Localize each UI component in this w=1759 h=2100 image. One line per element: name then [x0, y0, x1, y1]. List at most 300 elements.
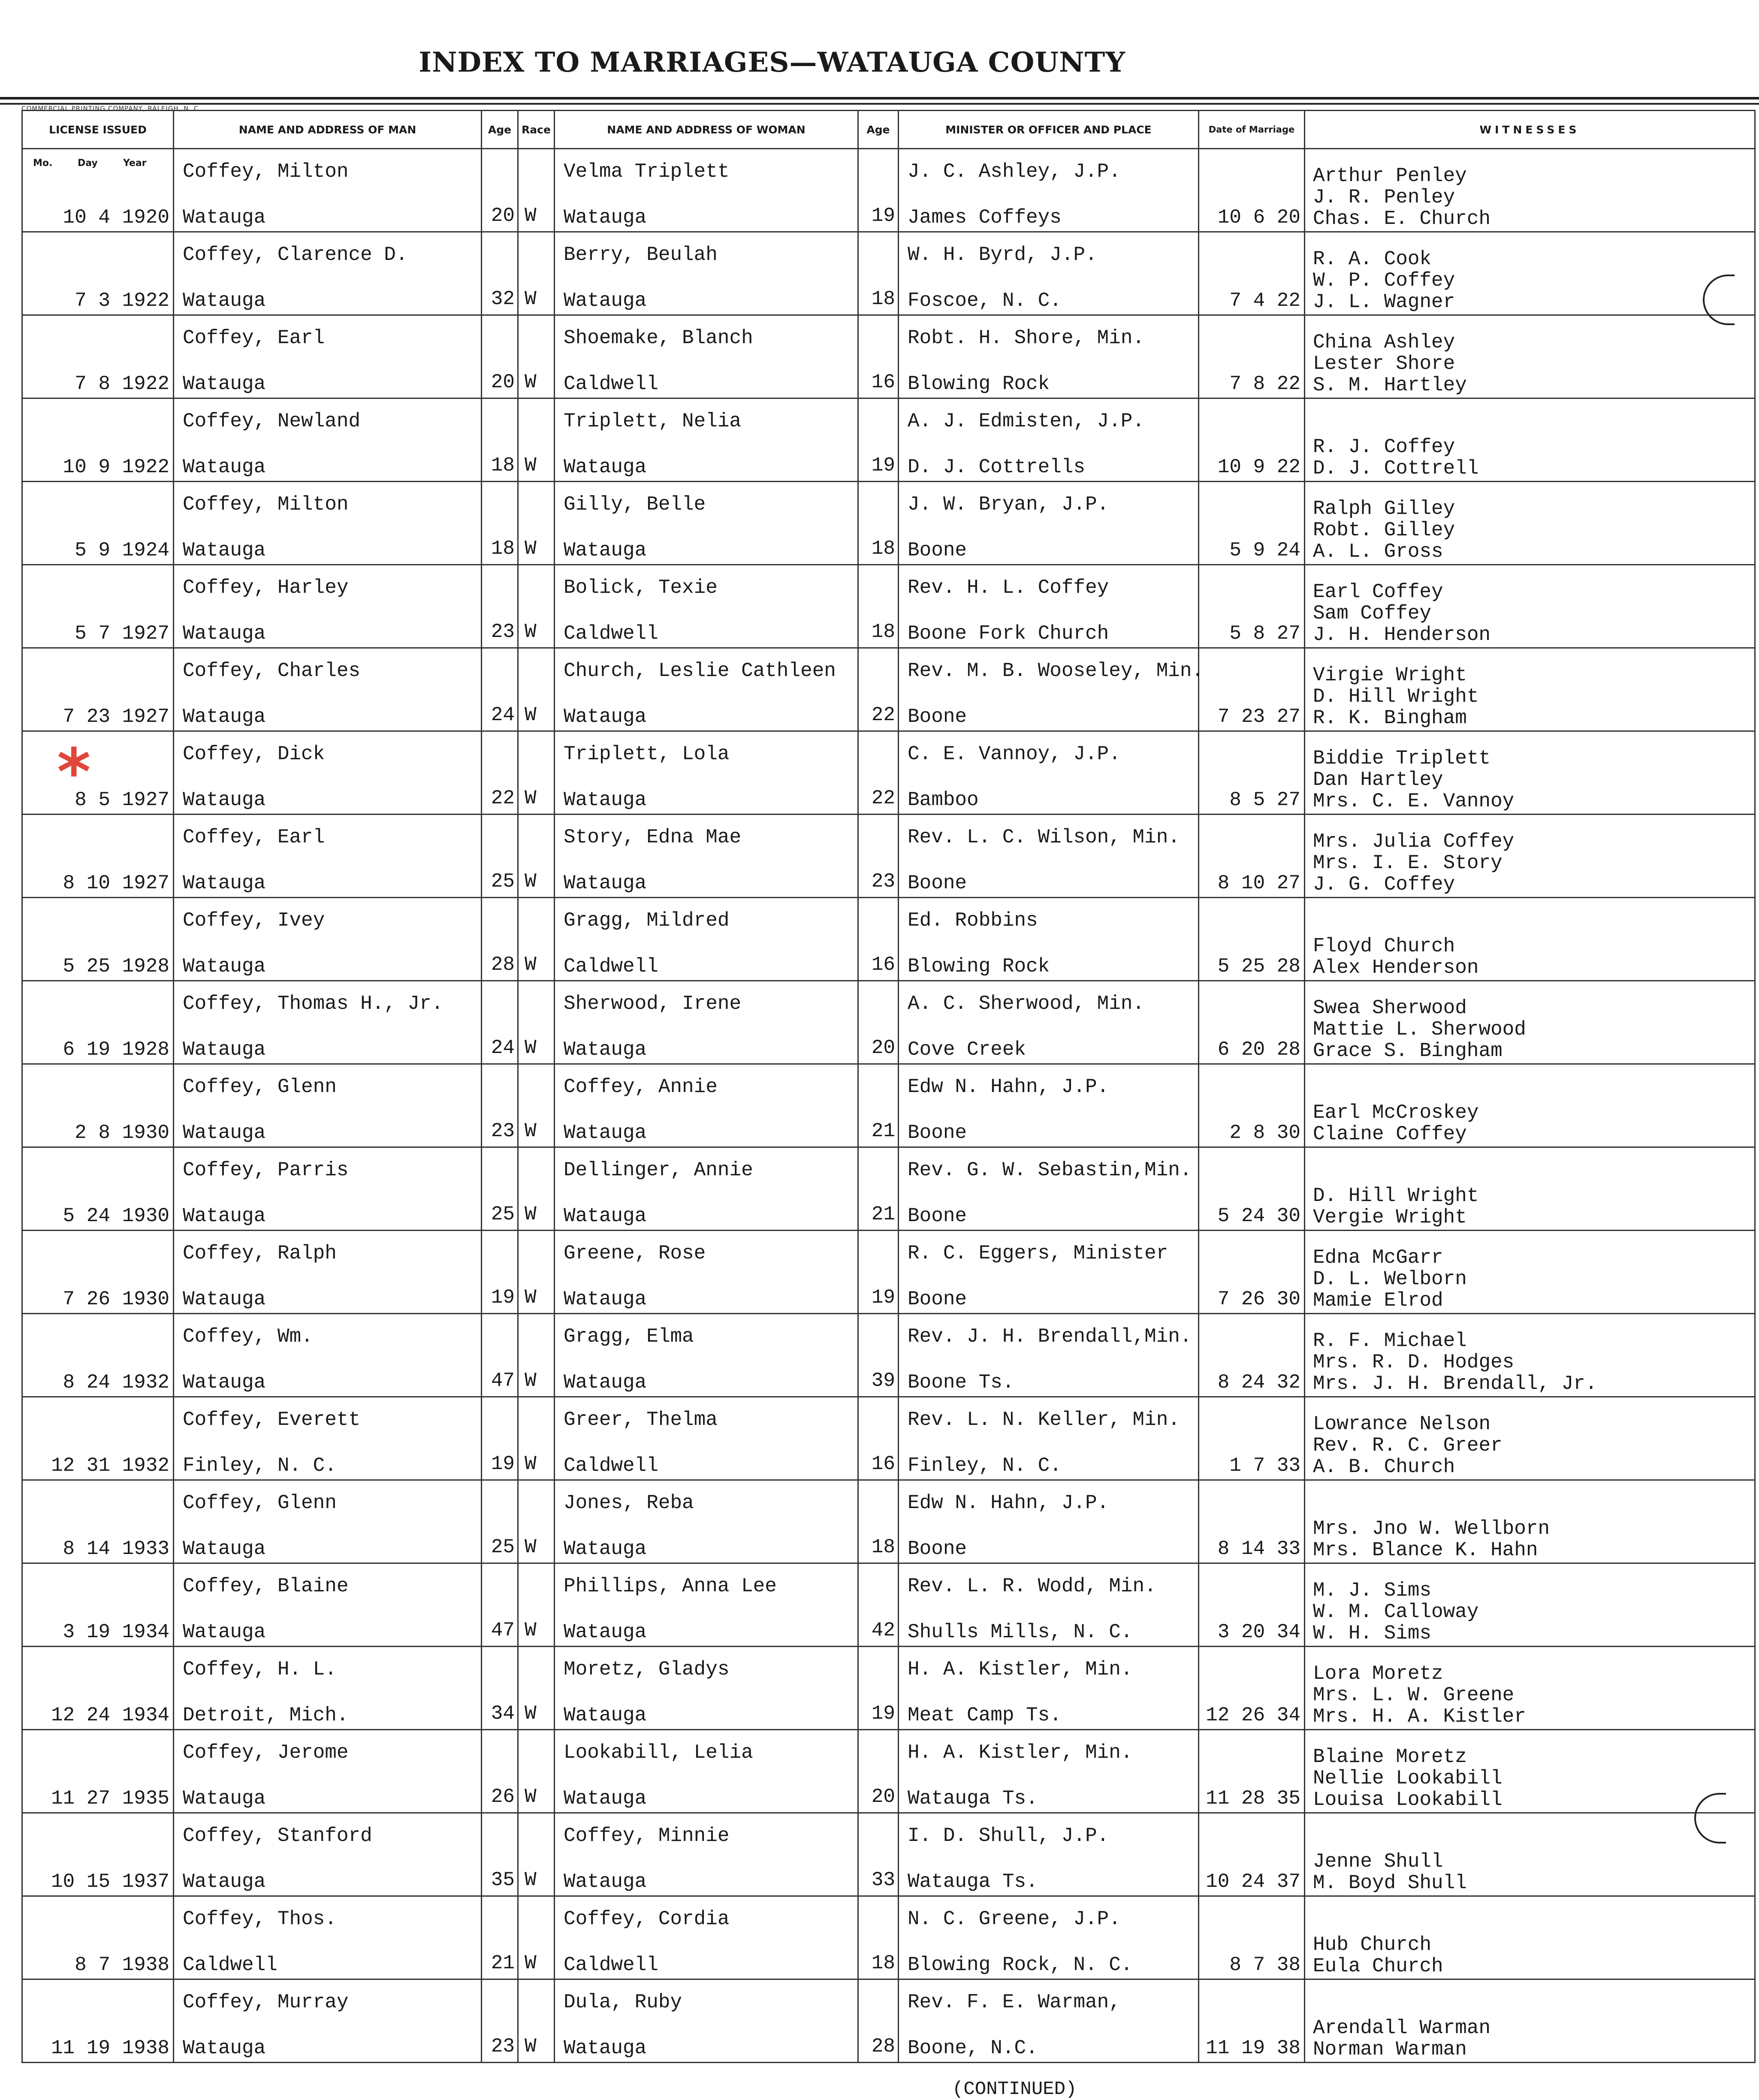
- witness-name: Eula Church: [1313, 1955, 1443, 1977]
- race-value: W: [525, 704, 537, 726]
- marriage-date-cell: [1199, 1064, 1305, 1147]
- continued-note: (CONTINUED): [952, 2079, 1077, 2100]
- age2-header: Age: [858, 111, 899, 149]
- license-cell: [22, 1896, 174, 1979]
- minister-name: Rev. L. R. Wodd, Min.: [908, 1575, 1156, 1597]
- marriage-date-cell: [1199, 149, 1305, 232]
- witnesses-cell: [1305, 1147, 1755, 1231]
- race-cell: [518, 232, 555, 315]
- license-cell: [22, 1231, 174, 1314]
- man-age-cell: [482, 232, 518, 315]
- license-date: 3 19 1934: [63, 1621, 169, 1643]
- man-age: 24: [491, 704, 515, 726]
- woman-address: Watauga: [564, 1288, 647, 1310]
- marriage-place: Blowing Rock, N. C.: [908, 1954, 1133, 1976]
- marriage-place: Boone: [908, 539, 967, 561]
- license-cell: [22, 149, 174, 232]
- man-age-cell: [482, 565, 518, 648]
- man-age: 47: [491, 1370, 515, 1392]
- marriage-date-cell: [1199, 1730, 1305, 1813]
- license-date: 5 9 1924: [75, 539, 169, 561]
- man-age-cell: [482, 1397, 518, 1480]
- minister-cell: [899, 898, 1199, 981]
- witness-name: Mrs. J. H. Brendall, Jr.: [1313, 1373, 1597, 1395]
- minister-name: H. A. Kistler, Min.: [908, 1658, 1133, 1681]
- minister-header: MINISTER OR OFFICER AND PLACE: [899, 111, 1199, 149]
- woman-cell: [555, 1979, 858, 2063]
- witness-name: J. H. Henderson: [1313, 624, 1491, 646]
- ledger-row: [22, 232, 1755, 315]
- man-age: 23: [491, 1120, 515, 1142]
- witness-name: China Ashley: [1313, 331, 1455, 353]
- race-value: W: [525, 1286, 537, 1309]
- man-name: Coffey, Blaine: [183, 1575, 349, 1597]
- ledger-row: [22, 398, 1755, 482]
- man-cell: [174, 565, 482, 648]
- minister-name: Rev. L. C. Wilson, Min.: [908, 826, 1180, 848]
- marriage-date-cell: [1199, 232, 1305, 315]
- marriage-place: Boone: [908, 1288, 967, 1310]
- race-cell: [518, 1563, 555, 1647]
- man-name: Coffey, Thomas H., Jr.: [183, 993, 444, 1015]
- license-date: 7 8 1922: [75, 373, 169, 395]
- woman-age-cell: [858, 1397, 899, 1480]
- witnesses-cell: [1305, 149, 1755, 232]
- woman-age-cell: [858, 315, 899, 398]
- woman-address: Caldwell: [564, 373, 658, 395]
- witness-name: Louisa Lookabill: [1313, 1789, 1503, 1811]
- witness-name: Grace S. Bingham: [1313, 1040, 1503, 1062]
- woman-address: Watauga: [564, 1371, 647, 1394]
- license-date: 10 9 1922: [63, 456, 169, 478]
- woman-age: 18: [871, 537, 895, 560]
- witness-name: Mrs. I. E. Story: [1313, 852, 1503, 874]
- woman-name: Triplett, Lola: [564, 743, 730, 765]
- license-cell: [22, 1480, 174, 1563]
- man-cell: [174, 648, 482, 731]
- witnesses-cell: [1305, 1480, 1755, 1563]
- man-address: Watauga: [183, 1205, 266, 1227]
- man-age: 32: [491, 288, 515, 310]
- witness-name: J. R. Penley: [1313, 186, 1455, 208]
- witnesses-cell: [1305, 398, 1755, 482]
- marriage-date-header: Date of Marriage: [1199, 111, 1305, 149]
- license-date: 12 31 1932: [51, 1454, 169, 1477]
- woman-name: Coffey, Cordia: [564, 1908, 730, 1930]
- man-name: Coffey, Glenn: [183, 1492, 337, 1514]
- marriage-place: Meat Camp Ts.: [908, 1704, 1062, 1726]
- man-age-cell: [482, 731, 518, 815]
- woman-name: Triplett, Nelia: [564, 410, 742, 432]
- witness-name: D. Hill Wright: [1313, 1185, 1479, 1207]
- minister-cell: [899, 1480, 1199, 1563]
- woman-address: Watauga: [564, 1538, 647, 1560]
- woman-name: Moretz, Gladys: [564, 1658, 730, 1681]
- marriage-date-cell: [1199, 648, 1305, 731]
- license-date: 7 26 1930: [63, 1288, 169, 1310]
- ledger-row: [22, 1231, 1755, 1314]
- witness-name: Vergie Wright: [1313, 1206, 1467, 1228]
- woman-name: Gragg, Mildred: [564, 909, 730, 932]
- marriage-date-cell: [1199, 565, 1305, 648]
- woman-age-cell: [858, 1231, 899, 1314]
- marriage-date: 2 8 30: [1229, 1122, 1300, 1144]
- witness-name: Robt. Gilley: [1313, 519, 1455, 541]
- man-address: Watauga: [183, 2037, 266, 2059]
- woman-age-cell: [858, 1730, 899, 1813]
- race-value: W: [525, 1619, 537, 1641]
- marriage-date-cell: [1199, 1563, 1305, 1647]
- license-date: 8 14 1933: [63, 1538, 169, 1560]
- woman-age: 33: [871, 1869, 895, 1891]
- marriage-date-cell: [1199, 1979, 1305, 2063]
- witness-name: Lester Shore: [1313, 353, 1455, 375]
- man-age: 34: [491, 1702, 515, 1725]
- woman-age: 19: [871, 454, 895, 477]
- woman-cell: [555, 1314, 858, 1397]
- woman-address: Watauga: [564, 539, 647, 561]
- race-cell: [518, 815, 555, 898]
- man-name: Coffey, Everett: [183, 1409, 361, 1431]
- marriage-date-cell: [1199, 981, 1305, 1064]
- witness-name: Earl McCroskey: [1313, 1101, 1479, 1124]
- witness-name: Mrs. L. W. Greene: [1313, 1684, 1515, 1706]
- witness-name: R. A. Cook: [1313, 248, 1432, 270]
- witness-name: W. M. Calloway: [1313, 1601, 1479, 1623]
- marriage-date: 10 9 22: [1217, 456, 1300, 478]
- man-name: Coffey, Dick: [183, 743, 325, 765]
- woman-name: Church, Leslie Cathleen: [564, 660, 836, 682]
- man-name: Coffey, Murray: [183, 1991, 349, 2013]
- man-address: Watauga: [183, 955, 266, 978]
- woman-age-cell: [858, 1314, 899, 1397]
- woman-name: Phillips, Anna Lee: [564, 1575, 777, 1597]
- woman-address: Watauga: [564, 789, 647, 811]
- woman-age-cell: [858, 1064, 899, 1147]
- marriage-date: 12 26 34: [1206, 1704, 1300, 1726]
- man-age-cell: [482, 981, 518, 1064]
- woman-cell: [555, 815, 858, 898]
- race-cell: [518, 482, 555, 565]
- minister-cell: [899, 149, 1199, 232]
- woman-name: Dellinger, Annie: [564, 1159, 753, 1181]
- man-age-cell: [482, 1231, 518, 1314]
- man-cell: [174, 1896, 482, 1979]
- marriage-place: James Coffeys: [908, 206, 1062, 229]
- license-cell: [22, 1813, 174, 1896]
- woman-age: 16: [871, 953, 895, 976]
- minister-cell: [899, 1064, 1199, 1147]
- man-address: Watauga: [183, 1621, 266, 1643]
- man-age: 25: [491, 1536, 515, 1558]
- woman-name: Gragg, Elma: [564, 1325, 694, 1348]
- witnesses-cell: [1305, 1730, 1755, 1813]
- race-value: W: [525, 870, 537, 893]
- race-cell: [518, 565, 555, 648]
- marriage-date: 3 20 34: [1217, 1621, 1300, 1643]
- woman-age-cell: [858, 815, 899, 898]
- witnesses-cell: [1305, 482, 1755, 565]
- marriage-date: 7 4 22: [1229, 290, 1300, 312]
- man-address: Watauga: [183, 206, 266, 229]
- man-age: 21: [491, 1952, 515, 1974]
- man-name: Coffey, H. L.: [183, 1658, 337, 1681]
- race-cell: [518, 1314, 555, 1397]
- license-date: 2 8 1930: [75, 1122, 169, 1144]
- man-age-cell: [482, 898, 518, 981]
- woman-age-cell: [858, 1647, 899, 1730]
- man-age: 22: [491, 787, 515, 809]
- man-cell: [174, 1147, 482, 1231]
- race-value: W: [525, 1869, 537, 1891]
- man-name: Coffey, Ralph: [183, 1242, 337, 1264]
- marriage-place: Boone Fork Church: [908, 622, 1109, 645]
- woman-age-cell: [858, 398, 899, 482]
- license-date: 5 24 1930: [63, 1205, 169, 1227]
- minister-name: N. C. Greene, J.P.: [908, 1908, 1121, 1930]
- woman-age: 20: [871, 1786, 895, 1808]
- printer-line: COMMERCIAL PRINTING COMPANY, RALEIGH, N. C.: [21, 105, 202, 112]
- witness-name: Ralph Gilley: [1313, 498, 1455, 520]
- minister-name: A. C. Sherwood, Min.: [908, 993, 1145, 1015]
- man-header: NAME AND ADDRESS OF MAN: [174, 111, 482, 149]
- man-address: Watauga: [183, 706, 266, 728]
- man-name: Coffey, Thos.: [183, 1908, 337, 1930]
- marriage-place: Shulls Mills, N. C.: [908, 1621, 1133, 1643]
- woman-age-cell: [858, 731, 899, 815]
- man-address: Watauga: [183, 373, 266, 395]
- race-cell: [518, 149, 555, 232]
- license-date: 7 3 1922: [75, 290, 169, 312]
- witness-name: Norman Warman: [1313, 2038, 1467, 2061]
- witness-name: M. J. Sims: [1313, 1579, 1432, 1602]
- race-cell: [518, 731, 555, 815]
- license-cell: [22, 731, 174, 815]
- woman-address: Caldwell: [564, 955, 658, 978]
- witness-name: Earl Coffey: [1313, 581, 1443, 603]
- license-cell: [22, 1563, 174, 1647]
- woman-address: Watauga: [564, 206, 647, 229]
- man-address: Detroit, Mich.: [183, 1704, 349, 1726]
- marriage-date-cell: [1199, 1813, 1305, 1896]
- race-value: W: [525, 1702, 537, 1725]
- marriage-place: Blowing Rock: [908, 373, 1050, 395]
- man-age-cell: [482, 1896, 518, 1979]
- man-address: Watauga: [183, 1371, 266, 1394]
- woman-cell: [555, 1813, 858, 1896]
- man-address: Watauga: [183, 1538, 266, 1560]
- ledger-body: [22, 149, 1755, 2063]
- man-age: 23: [491, 2035, 515, 2058]
- witness-name: W. P. Coffey: [1313, 269, 1455, 292]
- ledger-row: [22, 1730, 1755, 1813]
- man-address: Watauga: [183, 539, 266, 561]
- witness-name: R. K. Bingham: [1313, 707, 1467, 729]
- woman-age: 22: [871, 787, 895, 809]
- man-cell: [174, 815, 482, 898]
- witness-name: D. L. Welborn: [1313, 1268, 1467, 1290]
- minister-name: A. J. Edmisten, J.P.: [908, 410, 1145, 432]
- woman-age-cell: [858, 898, 899, 981]
- man-address: Caldwell: [183, 1954, 278, 1976]
- woman-age-cell: [858, 482, 899, 565]
- woman-address: Caldwell: [564, 622, 658, 645]
- marriage-date-cell: [1199, 1147, 1305, 1231]
- license-date: 10 15 1937: [51, 1871, 169, 1893]
- witness-name: J. L. Wagner: [1313, 291, 1455, 313]
- man-age-cell: [482, 815, 518, 898]
- race-value: W: [525, 1203, 537, 1225]
- witness-list: [1313, 1580, 1478, 1644]
- minister-cell: [899, 232, 1199, 315]
- marriage-date-cell: [1199, 398, 1305, 482]
- man-cell: [174, 1563, 482, 1647]
- witness-name: Nellie Lookabill: [1313, 1767, 1503, 1789]
- witness-name: D. J. Cottrell: [1313, 457, 1479, 480]
- man-address: Watauga: [183, 622, 266, 645]
- race-value: W: [525, 2035, 537, 2058]
- ledger-row: [22, 648, 1755, 731]
- woman-cell: [555, 1563, 858, 1647]
- marriage-date: 8 14 33: [1217, 1538, 1300, 1560]
- ledger-row: [22, 1314, 1755, 1397]
- minister-cell: [899, 398, 1199, 482]
- minister-cell: [899, 1563, 1199, 1647]
- man-name: Coffey, Harley: [183, 576, 349, 599]
- license-cell: [22, 1730, 174, 1813]
- minister-name: Rev. J. H. Brendall,Min.: [908, 1325, 1192, 1348]
- marriage-ledger-table: [21, 110, 1756, 2063]
- witness-name: Dan Hartley: [1313, 769, 1443, 791]
- minister-cell: [899, 1314, 1199, 1397]
- man-cell: [174, 1397, 482, 1480]
- marriage-place: Boone: [908, 872, 967, 894]
- marriage-date: 10 6 20: [1217, 206, 1300, 229]
- witnesses-cell: [1305, 1813, 1755, 1896]
- witness-name: Mrs. C. E. Vannoy: [1313, 790, 1515, 812]
- woman-address: Caldwell: [564, 1454, 658, 1477]
- license-cell: [22, 1147, 174, 1231]
- marriage-place: Bamboo: [908, 789, 979, 811]
- ledger-row: [22, 1397, 1755, 1480]
- woman-age-cell: [858, 1979, 899, 2063]
- marriage-date-cell: [1199, 898, 1305, 981]
- woman-cell: [555, 731, 858, 815]
- marriage-date: 6 20 28: [1217, 1038, 1300, 1061]
- witnesses-header: WITNESSES: [1305, 111, 1755, 149]
- woman-cell: [555, 1231, 858, 1314]
- race-value: W: [525, 205, 537, 227]
- license-cell: [22, 398, 174, 482]
- witness-name: Biddie Triplett: [1313, 747, 1491, 769]
- minister-name: J. C. Ashley, J.P.: [908, 160, 1121, 183]
- marriage-date-cell: [1199, 1480, 1305, 1563]
- woman-age: 18: [871, 621, 895, 643]
- woman-cell: [555, 1896, 858, 1979]
- man-address: Watauga: [183, 290, 266, 312]
- witness-name: S. M. Hartley: [1313, 374, 1467, 396]
- man-cell: [174, 1064, 482, 1147]
- man-age-cell: [482, 315, 518, 398]
- woman-name: Dula, Ruby: [564, 1991, 682, 2013]
- witness-name: Hub Church: [1313, 1934, 1432, 1956]
- race-value: W: [525, 1037, 537, 1059]
- woman-age-cell: [858, 232, 899, 315]
- ledger-row: [22, 731, 1755, 815]
- race-value: W: [525, 621, 537, 643]
- document-title: INDEX TO MARRIAGES—WATAUGA COUNTY: [419, 46, 1125, 78]
- woman-age: 42: [871, 1619, 895, 1641]
- man-age-cell: [482, 1064, 518, 1147]
- man-age-cell: [482, 482, 518, 565]
- race-value: W: [525, 953, 537, 976]
- witness-name: Mrs. R. D. Hodges: [1313, 1351, 1515, 1373]
- race-value: W: [525, 1536, 537, 1558]
- witnesses-cell: [1305, 648, 1755, 731]
- woman-age: 19: [871, 1702, 895, 1725]
- marriage-place: Boone: [908, 706, 967, 728]
- woman-age-cell: [858, 565, 899, 648]
- witness-name: Mamie Elrod: [1313, 1289, 1443, 1312]
- marriage-place: Cove Creek: [908, 1038, 1026, 1061]
- witnesses-cell: [1305, 1397, 1755, 1480]
- man-age-cell: [482, 648, 518, 731]
- witness-name: Sam Coffey: [1313, 602, 1432, 625]
- race-value: W: [525, 1370, 537, 1392]
- license-cell: [22, 482, 174, 565]
- witness-name: R. F. Michael: [1313, 1330, 1467, 1352]
- man-cell: [174, 1647, 482, 1730]
- marriage-date: 11 19 38: [1206, 2037, 1300, 2059]
- marriage-date: 7 23 27: [1217, 706, 1300, 728]
- woman-age: 16: [871, 371, 895, 393]
- minister-name: Rev. G. W. Sebastin,Min.: [908, 1159, 1192, 1181]
- ledger-row: [22, 1979, 1755, 2063]
- marriage-date-cell: [1199, 1647, 1305, 1730]
- minister-cell: [899, 565, 1199, 648]
- age-header: Age: [482, 111, 518, 149]
- witnesses-cell: [1305, 815, 1755, 898]
- woman-address: Watauga: [564, 706, 647, 728]
- race-cell: [518, 648, 555, 731]
- ledger-row: [22, 1563, 1755, 1647]
- man-name: Coffey, Milton: [183, 160, 349, 183]
- woman-cell: [555, 981, 858, 1064]
- man-address: Watauga: [183, 1038, 266, 1061]
- witness-name: Virgie Wright: [1313, 664, 1467, 686]
- woman-age: 18: [871, 1952, 895, 1974]
- race-cell: [518, 1647, 555, 1730]
- witness-name: A. L. Gross: [1313, 540, 1443, 563]
- license-date: 5 25 1928: [63, 955, 169, 978]
- witnesses-cell: [1305, 1064, 1755, 1147]
- race-cell: [518, 1730, 555, 1813]
- woman-cell: [555, 398, 858, 482]
- marriage-date: 11 28 35: [1206, 1787, 1300, 1810]
- ledger-row: [22, 565, 1755, 648]
- witness-name: Edna McGarr: [1313, 1246, 1443, 1269]
- man-cell: [174, 1813, 482, 1896]
- woman-age: 19: [871, 1286, 895, 1309]
- red-asterisk-mark: *: [57, 735, 91, 810]
- man-name: Coffey, Wm.: [183, 1325, 313, 1348]
- marriage-place: Boone Ts.: [908, 1371, 1014, 1394]
- woman-cell: [555, 315, 858, 398]
- woman-cell: [555, 1147, 858, 1231]
- man-name: Coffey, Parris: [183, 1159, 349, 1181]
- woman-cell: [555, 565, 858, 648]
- race-cell: [518, 1813, 555, 1896]
